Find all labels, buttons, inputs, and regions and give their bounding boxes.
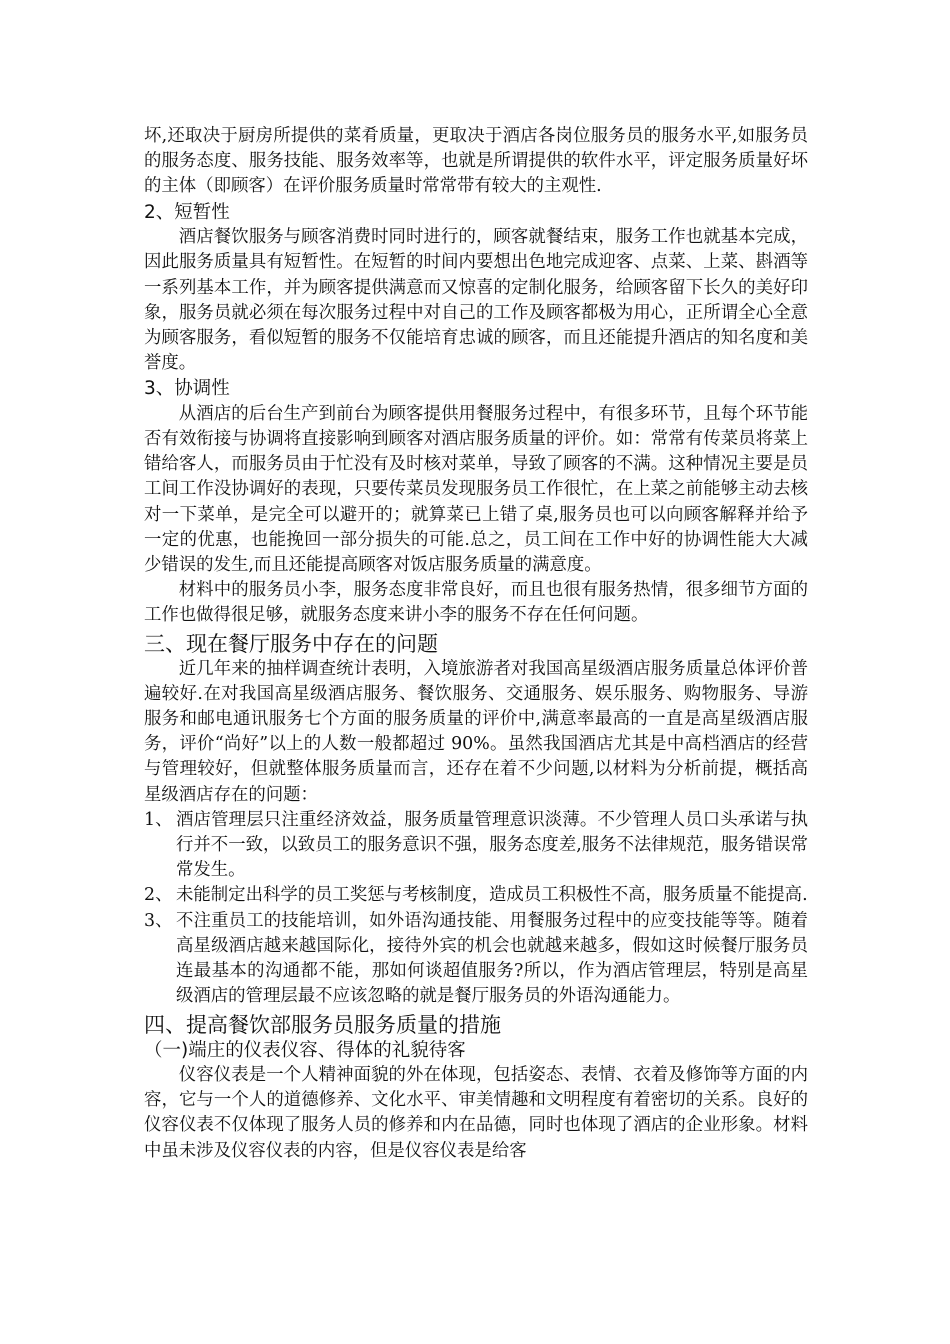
list-item-number: 1、 (144, 809, 173, 830)
list-item-text: 不注重员工的技能培训，如外语沟通技能、用餐服务过程中的应变技能等等。随着高星级酒店越来越国际化，接待外宾的机会也就越来越多，假如这时候餐厅服务员连最基本的沟通都不能，那如何谈超值服务?所以，作为酒店管理层，特别是高星级酒店的管理层最不应该忽略的就是餐厅服务员的外语沟通能力。 (176, 910, 808, 1007)
list-item (144, 883, 808, 908)
list-item-number: 3、 (144, 910, 173, 931)
heading-section-4: 四、提高餐饮部服务员服务质量的措施 (144, 1012, 501, 1037)
heading-section-3: 三、现在餐厅服务中存在的问题 (144, 631, 438, 656)
list-item (144, 808, 808, 884)
list-item-text: 酒店管理层只注重经济效益，服务质量管理意识淡薄。不少管理人员口头承诺与执行并不一致，以致员工的服务意识不强，服务态度差,服务不法律规范，服务错误常常发生。 (176, 809, 808, 881)
list-item (144, 909, 808, 1010)
paragraph-brevity: 酒店餐饮服务与顾客消费时同时进行的，顾客就餐结束，服务工作也就基本完成，因此服务质量具有短暂性。在短暂的时间内要想出色地完成迎客、点菜、上菜、斟酒等一系列基本工作，并为顾客提供满意而又惊喜的定制化服务，给顾客留下长久的美好印象，服务员就必须在每次服务过程中对自己的工作及顾客都极为用心，正所谓全心全意为顾客服务，看似短暂的服务不仅能培育忠诚的顾客，而且还能提升酒店的知名度和美誉度。 (144, 227, 808, 374)
list-item-number: 2、 (144, 885, 173, 906)
paragraph-material: 材料中的服务员小李，服务态度非常良好，而且也很有服务热情，很多细节方面的工作也做得很足够，就服务态度来讲小李的服务不存在任何问题。 (144, 580, 808, 626)
heading-subsection-1: （一)端庄的仪表仪容、得体的礼貌待客 (144, 1039, 466, 1061)
paragraph-survey: 近几年来的抽样调查统计表明，入境旅游者对我国高星级酒店服务质量总体评价普遍较好.在对我国高星级酒店服务、餐饮服务、交通服务、娱乐服务、购物服务、导游服务和邮电通讯服务七个方面的服务质量的评价中,满意率最高的一直是高星级酒店服务，评价“尚好”以上的人数一般都超过 90%。虽然我国酒店尤其是中高档酒店的经营与管理较好，但就整体服务质量而言，还存在着不少问题,以材料为分析前提，概括高星级酒店存在的问题： (144, 658, 808, 805)
paragraph-intro: 坏,还取决于厨房所提供的菜肴质量，更取决于酒店各岗位服务员的服务水平,如服务员的服务态度、服务技能、服务效率等，也就是所谓提供的软件水平，评定服务质量好坏的主体（即顾客）在评价服务质量时常常带有较大的主观性. (144, 126, 808, 197)
list-item-text: 未能制定出科学的员工奖惩与考核制度，造成员工积极性不高，服务质量不能提高. (176, 885, 808, 906)
heading-brevity: 2、短暂性 (144, 201, 230, 223)
paragraph-appearance: 仪容仪表是一个人精神面貌的外在体现，包括姿态、表情、衣着及修饰等方面的内容，它与一个人的道德修养、文化水平、审美情趣和文明程度有着密切的关系。良好的仪容仪表不仅体现了服务人员的修养和内在品德，同时也体现了酒店的企业形象。材料中虽未涉及仪容仪表的内容，但是仪容仪表是给客 (144, 1065, 808, 1161)
heading-coordination: 3、协调性 (144, 378, 230, 400)
document-page (144, 124, 808, 1164)
paragraph-coordination: 从酒店的后台生产到前台为顾客提供用餐服务过程中，有很多环节，且每个环节能否有效衔接与协调将直接影响到顾客对酒店服务质量的评价。如：常常有传菜员将菜上错给客人，而服务员由于忙没有及时核对菜单，导致了顾客的不满。这种情况主要是员工间工作没协调好的表现，只要传菜员发现服务员工作很忙，在上菜之前能够主动去核对一下菜单，是完全可以避开的；就算菜已上错了桌,服务员也可以向顾客解释并给予一定的优惠，也能挽回一部分损失的可能.总之，员工间在工作中好的协调性能大大减少错误的发生,而且还能提高顾客对饭店服务质量的满意度。 (144, 403, 808, 576)
